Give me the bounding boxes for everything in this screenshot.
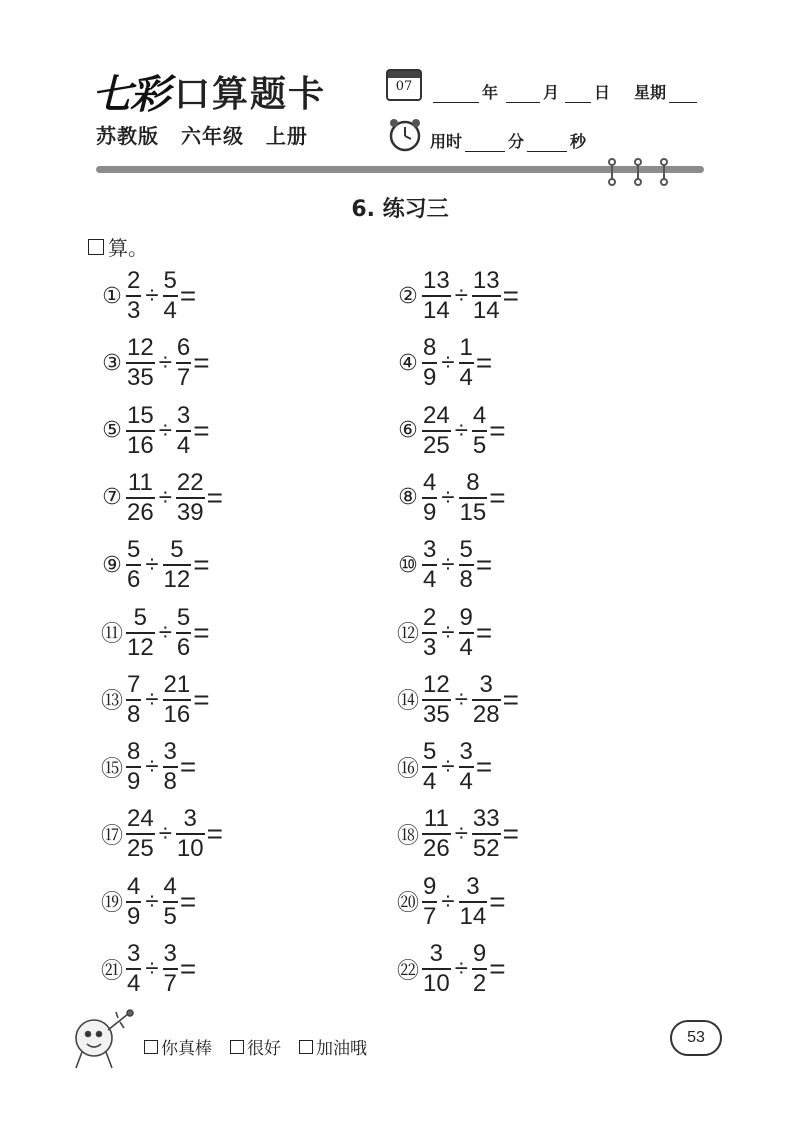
denominator: 8 [127, 700, 141, 728]
problem-14 [396, 670, 519, 730]
problem-18 [396, 804, 519, 864]
numerator: 22 [176, 468, 204, 496]
denominator: 3 [423, 633, 437, 661]
numerator: 4 [423, 468, 437, 496]
rating-keep-going-label: 加油哦 [316, 1039, 367, 1059]
instruction-checkbox [88, 239, 104, 255]
divisor-fraction [459, 336, 474, 390]
divide-sign: ÷ [441, 349, 455, 377]
divide-sign: ÷ [145, 753, 159, 781]
numerator: 12 [127, 334, 154, 362]
denominator: 15 [459, 498, 487, 526]
numerator: 5 [133, 603, 148, 631]
denominator: 39 [176, 498, 204, 526]
dividend-fraction [422, 740, 437, 794]
equals-sign: = [502, 818, 519, 850]
denominator: 16 [163, 700, 191, 728]
numerator: 11 [127, 468, 153, 496]
dividend-fraction [126, 538, 141, 592]
rating-keep-going[interactable] [299, 1034, 367, 1059]
divisor-fraction [163, 670, 192, 728]
numerator: 24 [423, 401, 450, 429]
denominator: 14 [472, 297, 500, 324]
dividend-fraction [422, 538, 437, 592]
numerator: 4 [127, 872, 141, 900]
problem-5 [100, 401, 210, 461]
divide-sign: ÷ [158, 820, 172, 848]
denominator: 10 [423, 970, 450, 997]
problem-16 [396, 737, 492, 797]
numerator: 7 [127, 670, 141, 698]
problem-21 [100, 939, 196, 999]
equals-sign: = [179, 751, 197, 783]
denominator: 28 [472, 700, 500, 728]
denominator: 4 [127, 970, 141, 997]
denominator: 12 [163, 566, 191, 594]
problem-2 [396, 266, 519, 326]
problem-number: ⑪ [100, 622, 123, 647]
equals-sign: = [193, 414, 210, 446]
denominator: 4 [459, 633, 473, 661]
weekday-blank[interactable] [669, 87, 697, 103]
divisor-fraction [472, 807, 501, 861]
divide-sign: ÷ [454, 820, 468, 848]
dividend-fraction [126, 269, 141, 323]
problem-7 [100, 468, 223, 528]
denominator: 9 [127, 902, 141, 930]
numerator: 5 [459, 536, 473, 564]
problem-number: ⑨ [102, 552, 122, 578]
divisor-fraction [176, 336, 191, 390]
dividend-fraction [126, 603, 155, 661]
dividend-fraction [422, 401, 451, 459]
numerator: 13 [423, 267, 450, 294]
self-rating-row [144, 1034, 385, 1059]
divisor-fraction [472, 401, 487, 459]
time-used-label: 用时 [430, 132, 463, 151]
divisor-fraction [472, 269, 501, 323]
problem-6 [396, 401, 506, 461]
dividend-fraction [126, 670, 141, 728]
date-fill-line [430, 80, 700, 103]
rating-great-checkbox[interactable] [144, 1040, 158, 1054]
problem-1 [100, 266, 196, 326]
denominator: 26 [127, 498, 154, 526]
numerator: 8 [127, 738, 141, 766]
problem-19 [100, 872, 196, 932]
denominator: 25 [423, 431, 450, 459]
denominator: 7 [176, 364, 191, 392]
divide-sign: ÷ [441, 753, 455, 781]
problem-number: ㉒ [396, 958, 419, 984]
dividend-fraction [422, 468, 437, 526]
divisor-fraction [459, 603, 474, 661]
denominator: 35 [423, 700, 450, 728]
numerator: 5 [170, 536, 184, 564]
dividend-fraction [126, 807, 155, 861]
divisor-fraction [176, 807, 205, 861]
numerator: 8 [466, 468, 480, 496]
equals-sign: = [475, 616, 493, 648]
divide-sign: ÷ [454, 685, 468, 713]
problem-15 [100, 737, 196, 797]
numerator: 15 [127, 401, 154, 429]
equals-sign: = [475, 347, 493, 379]
numerator: 2 [423, 603, 437, 631]
denominator: 10 [176, 835, 204, 863]
year-blank[interactable] [433, 87, 479, 103]
rating-keep-going-checkbox[interactable] [299, 1040, 313, 1054]
denominator: 7 [423, 902, 437, 930]
numerator: 12 [423, 670, 450, 698]
instruction-text: 算。 [108, 236, 148, 260]
rating-great[interactable] [144, 1034, 212, 1059]
day-blank[interactable] [565, 87, 591, 103]
denominator: 14 [459, 902, 487, 930]
numerator: 5 [423, 738, 437, 766]
numerator: 3 [423, 536, 437, 564]
brand-logo: 七彩 [92, 71, 168, 118]
divide-sign: ÷ [145, 887, 159, 915]
numerator: 9 [459, 603, 473, 631]
divisor-fraction [163, 942, 178, 996]
dividend-fraction [422, 942, 451, 996]
rating-good-checkbox[interactable] [230, 1040, 244, 1054]
denominator: 16 [127, 431, 154, 459]
numerator: 8 [423, 334, 437, 362]
denominator: 25 [127, 835, 154, 863]
calendar-number: 07 [395, 79, 413, 94]
clock-icon [386, 118, 424, 152]
denominator: 14 [423, 297, 450, 324]
problem-11 [100, 603, 210, 663]
numerator: 3 [163, 738, 177, 766]
divide-sign: ÷ [158, 618, 172, 646]
dividend-fraction [422, 269, 451, 323]
dividend-fraction [422, 872, 437, 930]
problem-number: ⑥ [398, 418, 418, 444]
problem-number: ⑮ [100, 756, 123, 782]
minutes-label: 分 [508, 132, 525, 151]
denominator: 52 [472, 835, 500, 863]
denominator: 9 [423, 364, 437, 392]
equals-sign: = [179, 885, 197, 917]
problem-8 [396, 468, 506, 528]
divisor-fraction [163, 740, 178, 794]
problem-20 [396, 872, 506, 932]
dividend-fraction [126, 872, 141, 930]
equals-sign: = [502, 280, 519, 311]
seconds-blank[interactable] [527, 136, 567, 152]
problem-number: ⑤ [102, 418, 122, 444]
numerator: 9 [423, 872, 437, 900]
problem-number: ⑧ [398, 485, 418, 511]
divide-sign: ÷ [145, 955, 159, 982]
dividend-fraction [422, 603, 437, 661]
problem-3 [100, 333, 210, 393]
dividend-fraction [126, 942, 141, 996]
equals-sign: = [193, 616, 210, 648]
numerator: 3 [479, 670, 493, 698]
numerator: 3 [429, 940, 444, 967]
numerator: 11 [423, 805, 449, 833]
numerator: 4 [472, 401, 487, 429]
denominator: 26 [423, 835, 450, 863]
numerator: 3 [466, 872, 480, 900]
problem-number: ⑱ [396, 823, 419, 849]
problem-number: ⑭ [396, 689, 419, 715]
numerator: 21 [163, 670, 191, 698]
denominator: 4 [163, 297, 177, 324]
rating-good[interactable] [230, 1034, 281, 1059]
denominator: 4 [459, 768, 473, 796]
denominator: 9 [127, 768, 141, 796]
divide-sign: ÷ [441, 483, 455, 511]
problem-9 [100, 535, 210, 595]
problem-12 [396, 603, 492, 663]
equals-sign: = [475, 549, 493, 581]
equals-sign: = [193, 347, 210, 379]
denominator: 4 [459, 364, 473, 392]
divide-sign: ÷ [145, 551, 159, 579]
denominator: 6 [127, 566, 141, 594]
denominator: 6 [176, 633, 191, 661]
calendar-icon [386, 69, 422, 101]
divisor-fraction [163, 872, 178, 930]
problem-13 [100, 670, 210, 730]
denominator: 5 [163, 902, 177, 930]
day-label: 日 [594, 83, 611, 102]
numerator: 3 [183, 805, 197, 833]
numerator: 6 [176, 334, 191, 362]
divide-sign: ÷ [454, 282, 468, 309]
numerator: 3 [163, 940, 177, 967]
page-number: 53 [670, 1020, 722, 1056]
divisor-fraction [176, 401, 191, 459]
denominator: 7 [163, 970, 177, 997]
denominator: 12 [127, 633, 154, 661]
dividend-fraction [422, 336, 437, 390]
equals-sign: = [489, 885, 506, 917]
equals-sign: = [179, 280, 197, 311]
instruction [88, 232, 148, 261]
problem-number: ③ [102, 350, 122, 376]
numerator: 4 [163, 872, 177, 900]
divisor-fraction [459, 468, 488, 526]
denominator: 3 [127, 297, 141, 324]
binder-rings-icon [600, 158, 680, 188]
problem-22 [396, 939, 506, 999]
equals-sign: = [489, 481, 506, 513]
weekday-label: 星期 [634, 83, 667, 102]
equals-sign: = [206, 818, 223, 850]
divide-sign: ÷ [158, 483, 172, 511]
minutes-blank[interactable] [465, 136, 505, 152]
divide-sign: ÷ [145, 685, 159, 713]
dividend-fraction [126, 468, 155, 526]
problem-number: ⑰ [100, 823, 123, 849]
denominator: 5 [472, 431, 487, 459]
time-fill-line [430, 129, 586, 152]
problem-number: ⑦ [102, 485, 122, 511]
denominator: 8 [163, 768, 177, 796]
dividend-fraction [126, 740, 141, 794]
problem-number: ㉑ [100, 958, 123, 984]
numerator: 3 [459, 738, 473, 766]
divisor-fraction [176, 603, 191, 661]
divisor-fraction [459, 872, 488, 930]
numerator: 5 [127, 536, 141, 564]
divisor-fraction [472, 670, 501, 728]
equals-sign: = [193, 549, 210, 581]
divide-sign: ÷ [441, 618, 455, 646]
numerator: 3 [127, 940, 141, 967]
denominator: 8 [459, 566, 473, 594]
numerator: 3 [176, 401, 191, 429]
numerator: 2 [127, 267, 141, 294]
dividend-fraction [422, 670, 451, 728]
rating-great-label: 你真棒 [161, 1039, 212, 1059]
problem-number: ① [102, 283, 122, 309]
divisor-fraction [163, 538, 192, 592]
numerator: 24 [127, 805, 154, 833]
month-label: 月 [543, 83, 560, 102]
divide-sign: ÷ [145, 282, 159, 309]
edition-label: 苏教版 六年级 上册 [96, 124, 308, 148]
equals-sign: = [489, 414, 506, 446]
equals-sign: = [489, 953, 506, 984]
problem-4 [396, 333, 492, 393]
divisor-fraction [472, 942, 487, 996]
denominator: 4 [176, 431, 191, 459]
problem-17 [100, 804, 223, 864]
year-label: 年 [482, 83, 499, 102]
numerator: 13 [472, 267, 500, 294]
problem-number: ⑳ [396, 891, 419, 917]
divisor-fraction [176, 468, 205, 526]
brand-title: 口算题卡 [174, 74, 327, 115]
divide-sign: ÷ [441, 887, 455, 915]
problem-number: ⑫ [396, 622, 419, 647]
denominator: 4 [423, 566, 437, 594]
section-title: 6. 练习三 [351, 197, 449, 222]
numerator: 5 [163, 267, 177, 294]
divisor-fraction [459, 538, 474, 592]
equals-sign: = [206, 481, 223, 513]
denominator: 9 [423, 498, 437, 526]
mascot-illustration [68, 1008, 138, 1072]
numerator: 33 [472, 805, 500, 833]
divide-sign: ÷ [454, 416, 468, 444]
problem-number: ④ [398, 350, 418, 376]
denominator: 35 [127, 364, 154, 392]
divisor-fraction [163, 269, 178, 323]
problem-10 [396, 535, 492, 595]
divide-sign: ÷ [454, 955, 468, 982]
equals-sign: = [193, 683, 210, 715]
month-blank[interactable] [506, 87, 540, 103]
divide-sign: ÷ [158, 416, 172, 444]
dividend-fraction [126, 336, 155, 390]
equals-sign: = [179, 953, 197, 984]
dividend-fraction [422, 807, 451, 861]
brand [92, 68, 326, 118]
problem-number: ⑬ [100, 689, 123, 715]
denominator: 2 [472, 970, 487, 997]
problem-number: ⑯ [396, 756, 419, 782]
divide-sign: ÷ [441, 551, 455, 579]
problem-number: ⑲ [100, 891, 123, 917]
denominator: 4 [423, 768, 437, 796]
rating-good-label: 很好 [247, 1039, 281, 1059]
divide-sign: ÷ [158, 349, 172, 377]
problem-number: ⑩ [398, 552, 418, 578]
divisor-fraction [459, 740, 474, 794]
numerator: 9 [472, 940, 487, 967]
equals-sign: = [502, 683, 519, 715]
numerator: 5 [176, 603, 191, 631]
numerator: 1 [459, 334, 473, 362]
seconds-label: 秒 [570, 132, 587, 151]
dividend-fraction [126, 401, 155, 459]
problem-number: ② [398, 283, 418, 309]
equals-sign: = [475, 751, 493, 783]
